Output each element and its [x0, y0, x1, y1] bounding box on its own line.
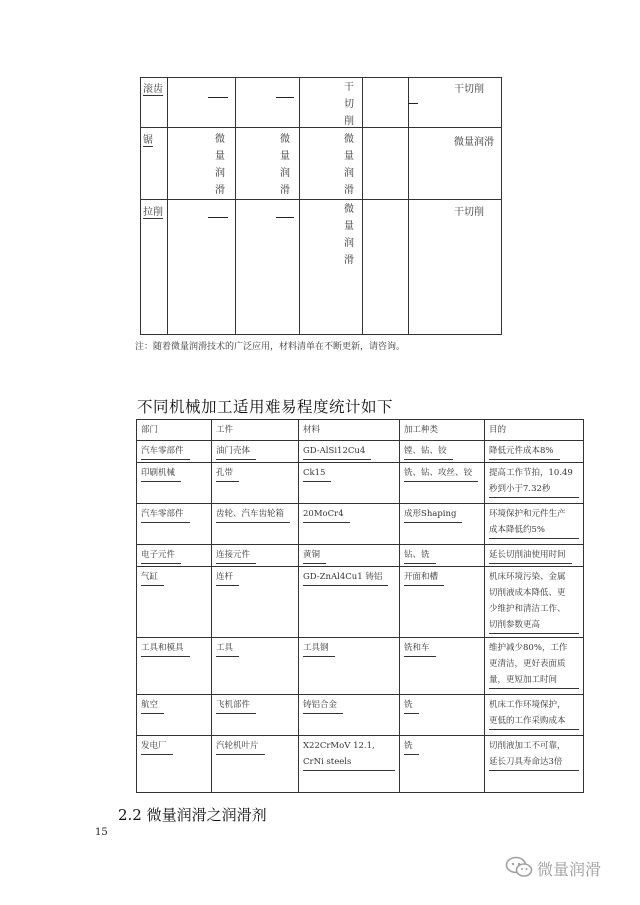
- watermark-text: 微量润滑: [537, 860, 602, 879]
- table-cell: [400, 736, 485, 793]
- table-cell: [212, 638, 299, 695]
- table-cell: [400, 463, 485, 504]
- cell-text: 切削液加工不可靠，延长刀具寿命达3倍: [489, 738, 579, 771]
- cell-text: Ck15: [303, 465, 331, 482]
- page-number: 15: [95, 827, 108, 838]
- cell-text: 镗、钻、铰: [404, 443, 453, 460]
- cell-text: 气缸: [141, 569, 164, 586]
- table-cell: [137, 638, 212, 695]
- table-cell: [400, 441, 485, 463]
- table-row: [137, 545, 584, 567]
- cell-text: 钻、铣: [404, 547, 436, 564]
- table-cell: [485, 736, 584, 793]
- header-process: 加工种类: [400, 420, 485, 441]
- cell-dry-cutting-vertical: 干 切 削: [344, 82, 354, 127]
- section-title: 2.2 微量润滑之润滑剂: [118, 806, 267, 824]
- table-cell: [400, 567, 485, 638]
- table-cell: [212, 504, 299, 545]
- cell-text: 铣和车: [404, 640, 436, 657]
- table-cell: [400, 695, 485, 736]
- table-row: [137, 504, 584, 545]
- application-stats-table: [136, 419, 584, 793]
- table-cell: [137, 695, 212, 736]
- cell-mql-vertical: 微 量 润 滑: [344, 134, 354, 196]
- cell-text: 工具: [216, 640, 239, 657]
- cell-hobbing-result: 干切削: [454, 84, 484, 95]
- table-cell: [485, 463, 584, 504]
- cell-sawing-result: 微量润滑: [454, 137, 494, 148]
- table-row: [137, 695, 584, 736]
- table-cell: [137, 441, 212, 463]
- cell-broaching-result: 干切削: [454, 207, 484, 218]
- cell-text: 孔带: [216, 465, 239, 482]
- header-purpose: 目的: [485, 420, 584, 441]
- table-row: [137, 638, 584, 695]
- table-cell: [485, 504, 584, 545]
- cell-text: 工具钢: [303, 640, 335, 657]
- table-cell: [485, 695, 584, 736]
- cell-text: 印刷机械: [141, 465, 181, 482]
- row-label-sawing: 锯: [143, 131, 153, 147]
- table-cell: [137, 463, 212, 504]
- table-row: [137, 736, 584, 793]
- header-workpiece: 工件: [212, 420, 299, 441]
- table-cell: [299, 504, 400, 545]
- cell-text: 汽轮机叶片: [216, 738, 265, 755]
- cell-text: 开面和槽: [404, 569, 444, 586]
- cell-text: 20MoCr4: [303, 506, 350, 523]
- table-cell: [137, 504, 212, 545]
- cell-text: 汽车零部件: [141, 506, 190, 523]
- cell-text: 成形Shaping: [404, 506, 462, 523]
- cell-text: 齿轮、汽车齿轮箱: [216, 506, 290, 523]
- table-cell: [212, 695, 299, 736]
- table-cell: [212, 567, 299, 638]
- cell-text: 连接元件: [216, 547, 256, 564]
- table-cell: [137, 545, 212, 567]
- process-lubrication-table: [140, 77, 502, 335]
- cell-text: 飞机部件: [216, 697, 256, 714]
- row-label-gear-hobbing: 滚齿: [143, 80, 163, 96]
- wechat-logo-icon: [505, 856, 533, 878]
- table-cell: [299, 695, 400, 736]
- table-row: [137, 463, 584, 504]
- table-cell: [400, 504, 485, 545]
- cell-text: 黄铜: [303, 547, 326, 564]
- cell-text: 航空: [141, 697, 164, 714]
- table-cell: [485, 441, 584, 463]
- cell-text: X22CrMoV 12.1, CrNi steels: [303, 738, 395, 771]
- cell-mql-vertical: 微 量 润 滑: [344, 204, 354, 266]
- cell-text: 机床环境污染、金属切削液成本降低、更少维护和清洁工作、切削参数更高: [489, 569, 579, 634]
- table-cell: [299, 441, 400, 463]
- cell-text: GD-ZnAl4Cu1 铸铝: [303, 569, 388, 586]
- table-cell: [299, 463, 400, 504]
- cell-text: 铣: [404, 738, 419, 755]
- cell-text: 降低元件成本8%: [489, 443, 560, 460]
- cell-text: 维护减少80%，工作更清洁，更好表面质量，更短加工时间: [489, 640, 579, 689]
- table-cell: [212, 545, 299, 567]
- table-cell: [299, 638, 400, 695]
- cell-text: 电子元件: [141, 547, 181, 564]
- cell-text: 环境保护和元件生产成本降低约5%: [489, 506, 579, 539]
- table-cell: [212, 736, 299, 793]
- cell-mql-vertical: 微 量 润 滑: [215, 134, 225, 196]
- header-material: 材料: [299, 420, 400, 441]
- table-cell: [212, 463, 299, 504]
- table-cell: [299, 545, 400, 567]
- table-cell: [299, 736, 400, 793]
- cell-text: 连杆: [216, 569, 239, 586]
- cell-text: 铣、钻、攻丝、铰: [404, 465, 478, 482]
- cell-text: 工具和模具: [141, 640, 190, 657]
- table-cell: [400, 638, 485, 695]
- table-cell: [485, 567, 584, 638]
- table-cell: [137, 567, 212, 638]
- cell-mql-vertical: 微 量 润 滑: [280, 134, 290, 196]
- row-label-broaching: 拉削: [143, 203, 163, 219]
- table-cell: [212, 441, 299, 463]
- stats-heading: 不同机械加工适用难易程度统计如下: [137, 398, 394, 416]
- cell-text: 机床工作环境保护，更低的工作采购成本: [489, 697, 579, 730]
- cell-text: 发电厂: [141, 738, 173, 755]
- cell-text: 油门壳体: [216, 443, 256, 460]
- cell-text: 提高工作节拍，10.49秒到小于7.32秒: [489, 465, 579, 498]
- table-cell: [400, 545, 485, 567]
- cell-text: 铸铝合金: [303, 697, 343, 714]
- table-note: 注：随着微量润滑技术的广泛应用，材料清单在不断更新，请咨询。: [135, 342, 406, 352]
- cell-text: 汽车零部件: [141, 443, 190, 460]
- cell-text: 铣: [404, 697, 419, 714]
- table-row: [137, 567, 584, 638]
- table-cell: [485, 545, 584, 567]
- cell-text: 延长切削油使用时间: [489, 547, 572, 564]
- table-cell: [485, 638, 584, 695]
- table-cell: [137, 736, 212, 793]
- cell-text: GD-AlSi12Cu4: [303, 443, 371, 460]
- table-row: [137, 441, 584, 463]
- table-header-row: [137, 420, 584, 441]
- table-cell: [299, 567, 400, 638]
- header-department: 部门: [137, 420, 212, 441]
